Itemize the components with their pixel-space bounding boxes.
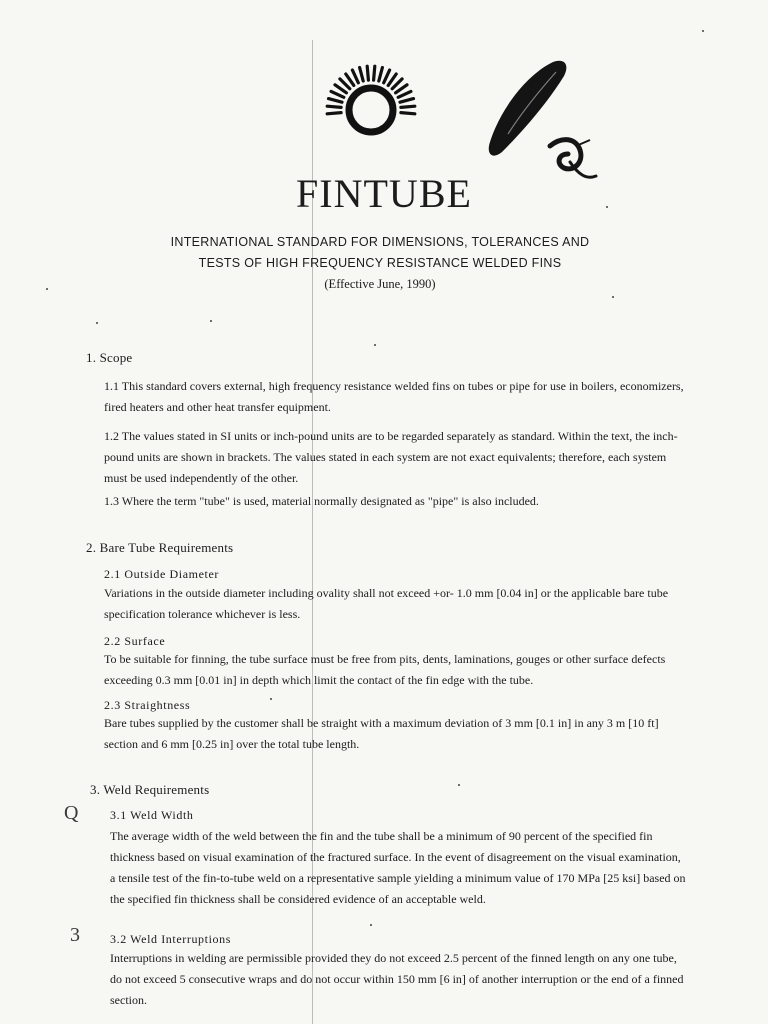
scan-speck [270,698,272,700]
scan-speck [702,30,704,32]
section-heading-weld: 3. Weld Requirements [90,782,210,797]
scan-speck [96,322,98,324]
logo-ray [388,74,396,85]
scan-speck [458,784,460,786]
scan-speck [612,296,614,298]
subheading-3-2: 3.2 Weld Interruptions [110,932,231,946]
section-heading-scope: 1. Scope [86,350,133,365]
document-title-line-2: TESTS OF HIGH FREQUENCY RESISTANCE WELDED FINS [198,256,562,270]
logo-ray [367,66,368,80]
logo-ray [401,106,415,107]
logo-ray [360,68,364,82]
margin-handwritten-mark-a: Q [64,802,79,824]
logo-ray [327,113,341,114]
paragraph-1-3: 1.3 Where the term "tube" is used, material normally designated as "pipe" is also included. [104,494,539,508]
logo-ray [352,70,358,83]
paragraph-2-3: Bare tubes supplied by the customer shall be straight with a maximum deviation of 3 mm [0.1 in] in any 3 m [10 ft] section and 6 mm [0.25 in] over the total tube length. [104,716,659,751]
scan-speck [374,344,376,346]
scan-speck [606,206,608,208]
scan-speck [370,924,372,926]
paragraph-2-1: Variations in the outside diameter including ovality shall not exceed +or- 1.0 mm [0.04 in] or the applicable bare tube specification tolerance whichever is less. [104,586,669,621]
logo-ray [384,70,390,83]
logo-ray [331,91,344,97]
paragraph-3-1: The average width of the weld between the fin and the tube shall be a minimum of 90 percent of the specified fin thickness based on visual examination of the fractured surface. In the event of disagreement on the visual examination, a tensile test of the fin-to-tube weld on a representative sample yielding a minimum value of 170 MPa [25 ksi] based on the specified fin thickness shall be considered evidence of an acceptable weld. [110,829,686,906]
logo-ray [400,99,414,103]
paragraph-3-2: Interruptions in welding are permissible provided they do not exceed 2.5 percent of the finned length on any one tube, do not exceed 5 consecutive wraps and do not occur within 150 mm [6 in] of another interruption or the end of a finned section. [110,951,684,1007]
logo-ray [396,85,407,93]
subheading-2-3: 2.3 Straightness [104,698,191,712]
logo-ray [374,66,375,80]
logo-ray [392,79,402,89]
logo-ray [340,79,350,89]
logo-ray [401,113,415,114]
company-name: FINTUBE [296,171,472,216]
paragraph-1-2: 1.2 The values stated in SI units or inch-pound units are to be regarded separately as standard. Within the text, the inch-pound units are shown in brackets. The values stated in each system are not exact equivalents; therefore, each system must be used independently of the other. [104,429,678,485]
logo-ray [379,68,383,82]
paragraph-2-2: To be suitable for finning, the tube surface must be free from pits, dents, laminations, gouges or other surface defects exceeding 0.3 mm [0.01 in] in depth which limit the contact of the fin edge with the tube. [104,652,666,687]
logo-ray [346,74,354,85]
subheading-3-1: 3.1 Weld Width [110,808,194,822]
subheading-2-2: 2.2 Surface [104,634,166,648]
effective-date: (Effective June, 1990) [324,277,436,291]
scan-speck [46,288,48,290]
subheading-2-1: 2.1 Outside Diameter [104,567,219,581]
logo-ray [327,106,341,107]
logo-ray [398,91,411,97]
section-heading-bare-tube: 2. Bare Tube Requirements [86,540,234,555]
document-title-line-1: INTERNATIONAL STANDARD FOR DIMENSIONS, TOLERANCES AND [170,235,590,249]
logo-ray [335,85,346,93]
logo-ray [329,99,343,103]
paragraph-1-1: 1.1 This standard covers external, high frequency resistance welded fins on tubes or pipe for use in boilers, economizers, fired heaters and other heat transfer equipment. [104,379,684,414]
margin-handwritten-mark-b: 3 [70,924,80,946]
sun-ring-logo-icon [325,58,429,162]
scan-speck [210,320,212,322]
